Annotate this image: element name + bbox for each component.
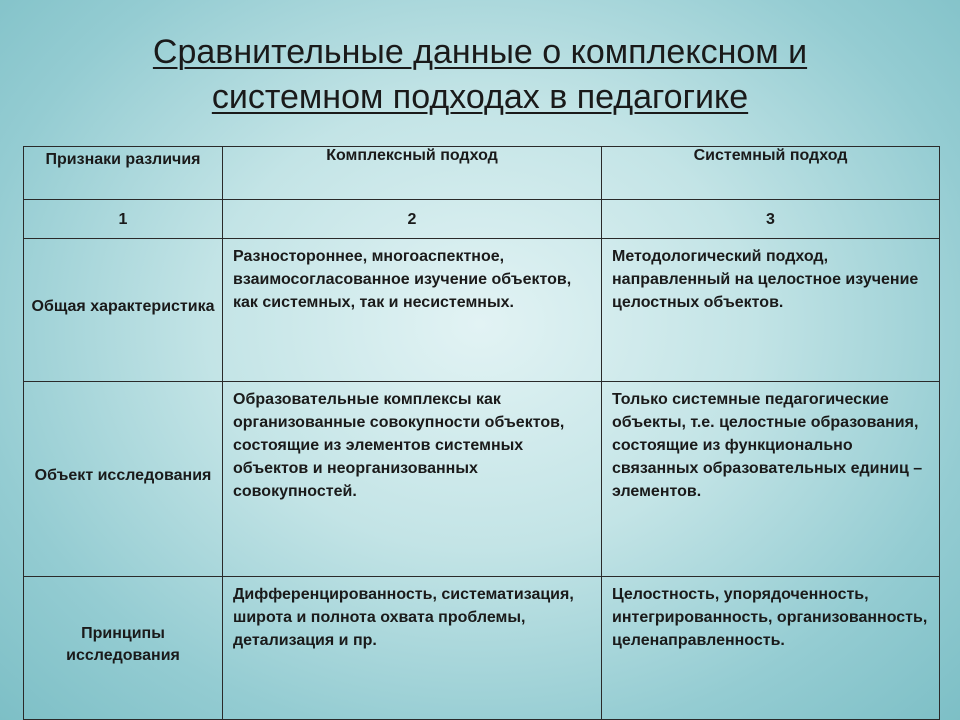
row-label-general: Общая характеристика (24, 239, 223, 382)
column-number-3: 3 (602, 200, 940, 239)
cell-complex-object: Образовательные комплексы как организованные совокупности объектов, состоящие из элементов системных объектов и неорганизованных совокупностей. (223, 382, 602, 577)
cell-system-object: Только системные педагогические объекты, т.е. целостные образования, состоящие из функционально связанных образовательных единиц – элементов. (602, 382, 940, 577)
slide-title-line-1: Сравнительные данные о комплексном и (152, 33, 808, 71)
table-row (24, 239, 940, 382)
slide-title (0, 30, 960, 120)
cell-complex-general: Разностороннее, многоаспектное, взаимосогласованное изучение объектов, как системных, так и несистемных. (223, 239, 602, 382)
cell-system-general: Методологический подход, направленный на целостное изучение целостных объектов. (602, 239, 940, 382)
row-label-principles: Принципы исследования (24, 577, 223, 720)
column-number-1: 1 (24, 200, 223, 239)
table-row (24, 577, 940, 720)
table-number-row (24, 200, 940, 239)
header-complex-approach: Комплексный подход (223, 147, 602, 200)
row-label-object: Объект исследования (24, 382, 223, 577)
table-header-row (24, 147, 940, 200)
slide-title-line-2: системном подходах в педагогике (211, 78, 749, 116)
cell-complex-principles: Дифференцированность, систематизация, широта и полнота охвата проблемы, детализация и пр. (223, 577, 602, 720)
header-system-approach: Системный подход (602, 147, 940, 200)
header-features: Признаки различия (24, 147, 223, 200)
column-number-2: 2 (223, 200, 602, 239)
table-row (24, 382, 940, 577)
comparison-table (23, 146, 940, 720)
cell-system-principles: Целостность, упорядоченность, интегрированность, организованность, целенаправленность. (602, 577, 940, 720)
